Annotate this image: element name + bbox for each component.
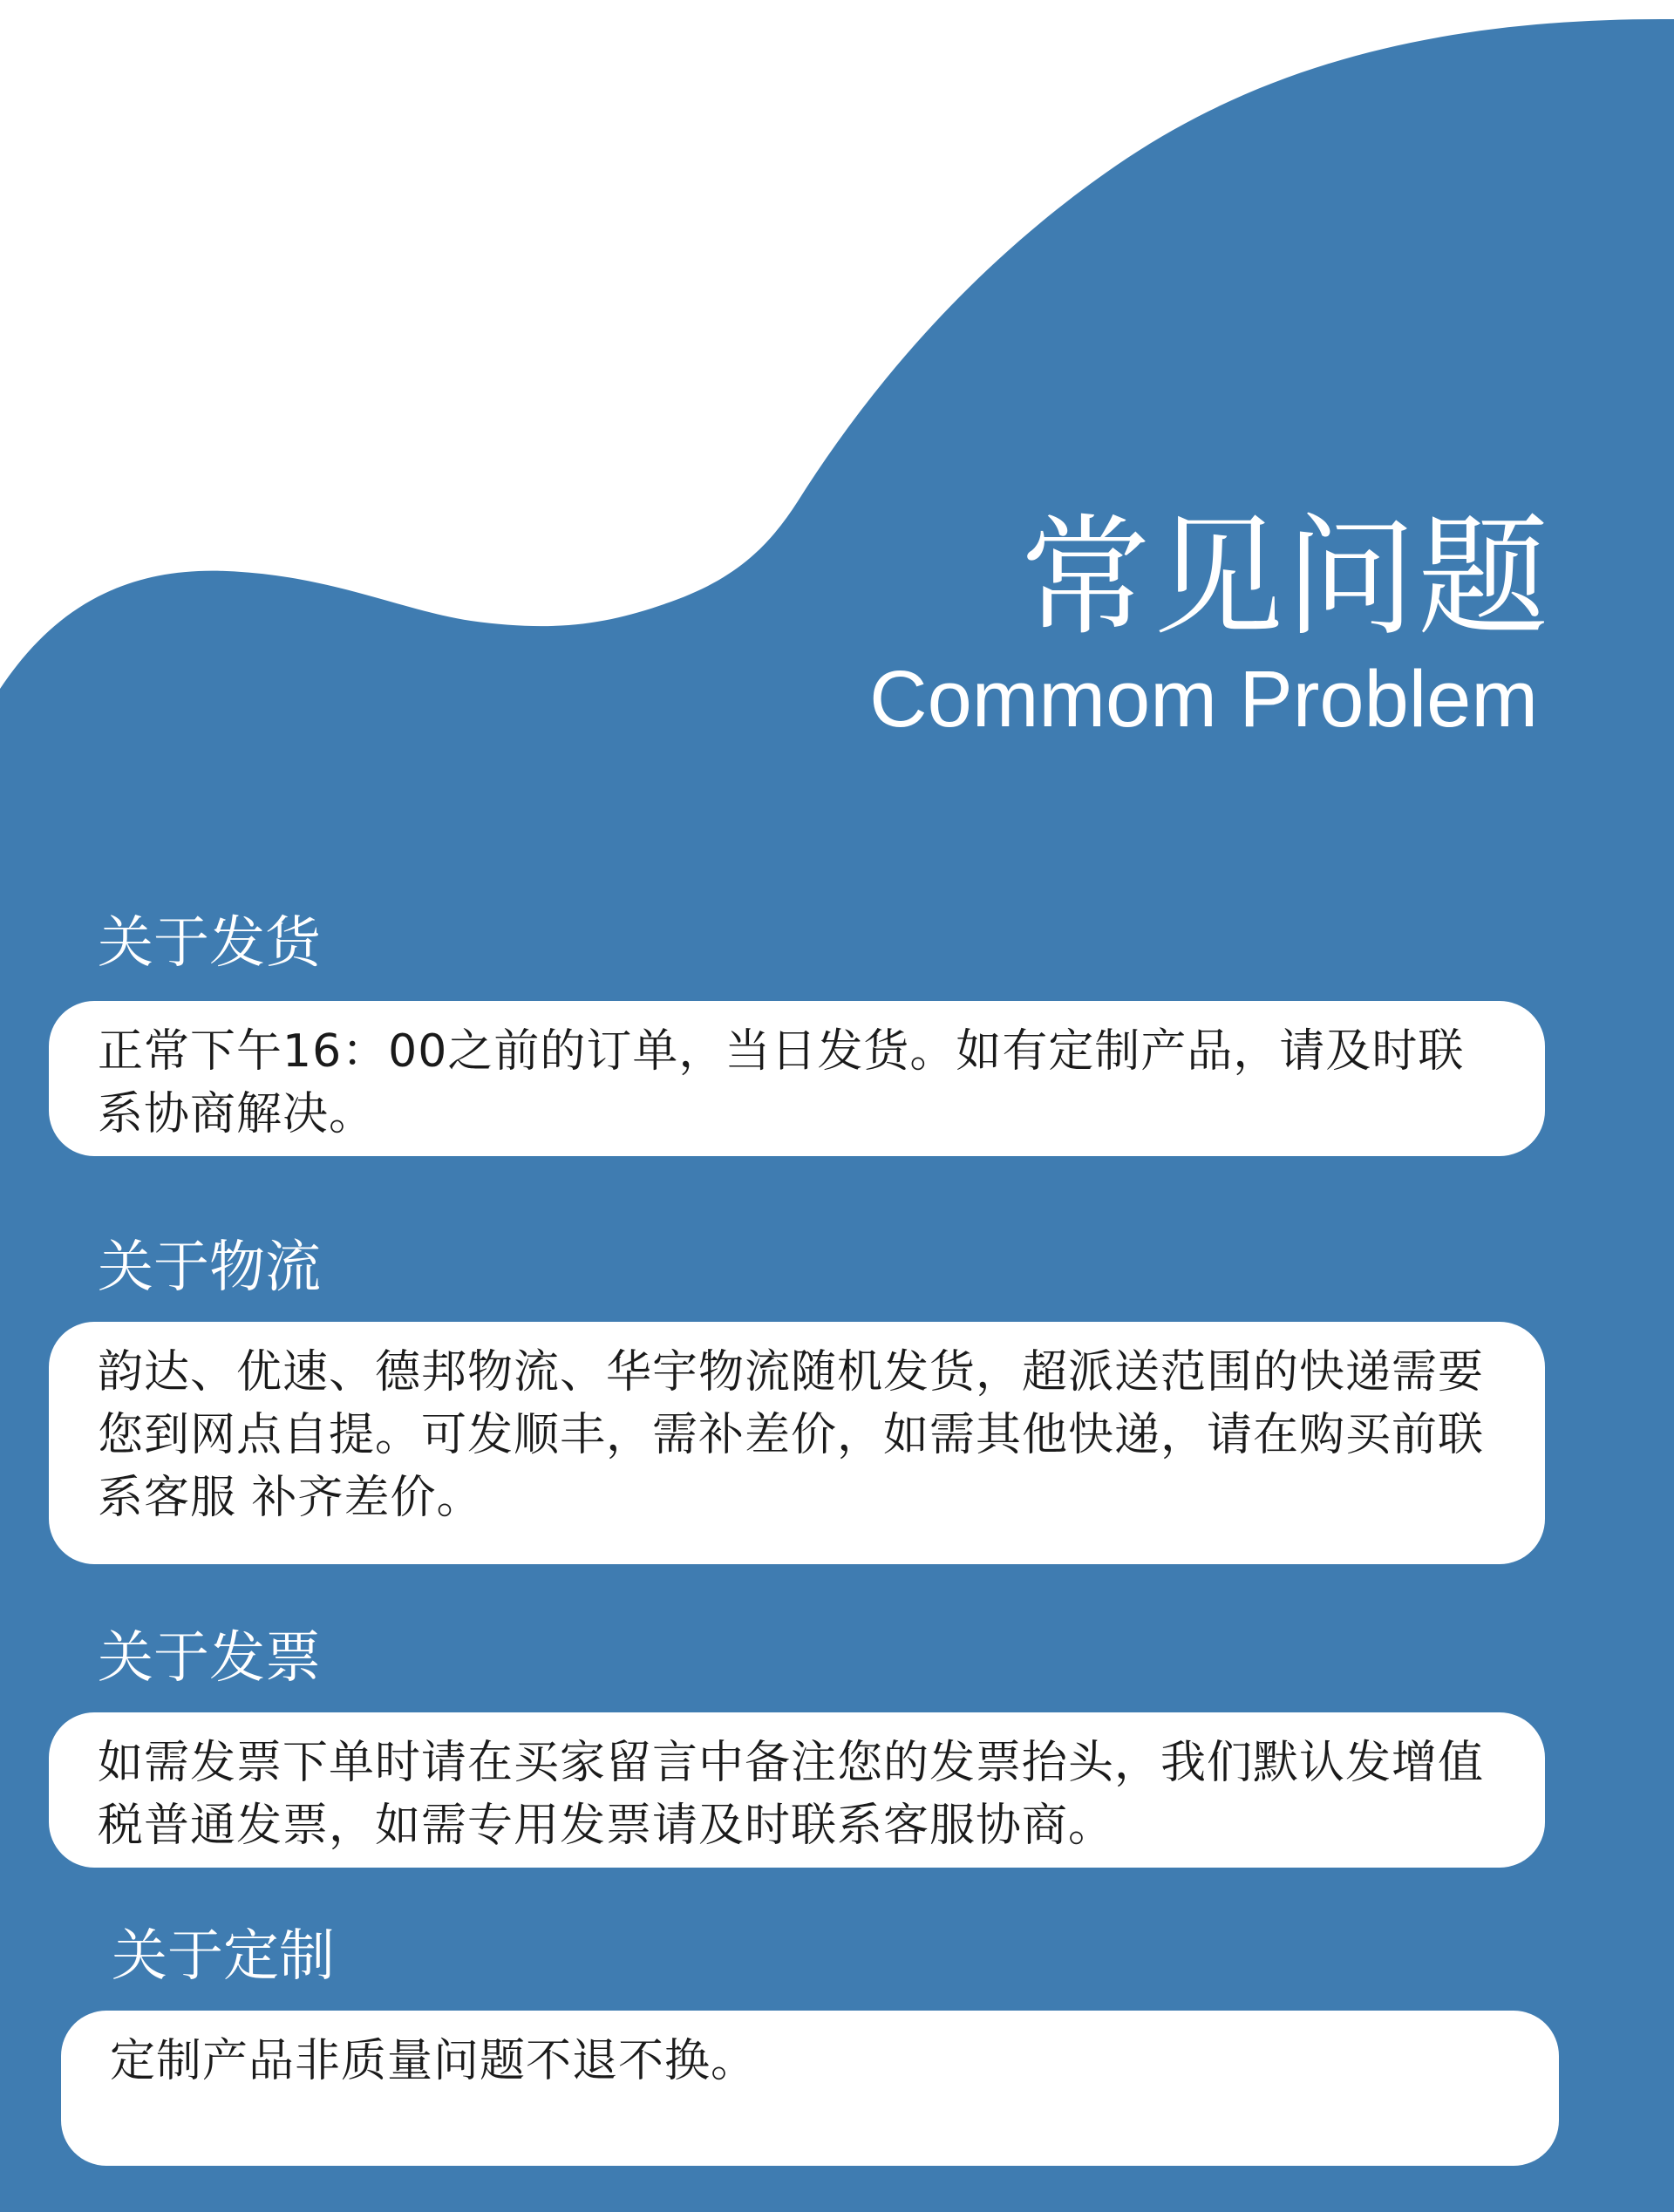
page-title: 常见问题 [1019,502,1550,654]
section-heading-invoice: 关于发票 [98,1626,321,1691]
page-subtitle: Commom Problem [869,655,1538,744]
card-custom-text: 定制产品非质量问题不退不换。 [110,2035,758,2087]
card-shipping-text: 正常下午16：00之前的订单，当日发货。如有定制产品，请及时联系协商解决。 [98,1025,1465,1140]
section-heading-shipping: 关于发货 [98,911,321,976]
card-invoice-text: 如需发票下单时请在买家留言中备注您的发票抬头，我们默认发增值税普通发票，如需专用发票请及时联系客服协商。 [98,1737,1485,1852]
section-heading-logistics: 关于物流 [98,1235,321,1300]
card-invoice [49,1712,1545,1868]
card-logistics [49,1322,1545,1564]
section-heading-custom: 关于定制 [112,1924,335,1989]
card-custom [61,2011,1559,2166]
card-shipping [49,1001,1545,1156]
card-logistics-text: 韵达、优速、德邦物流、华宇物流随机发货，超派送范围的快递需要您到网点自提。可发顺丰，需补差价，如需其他快递，请在购买前联系客服 补齐差价。 [98,1346,1485,1524]
